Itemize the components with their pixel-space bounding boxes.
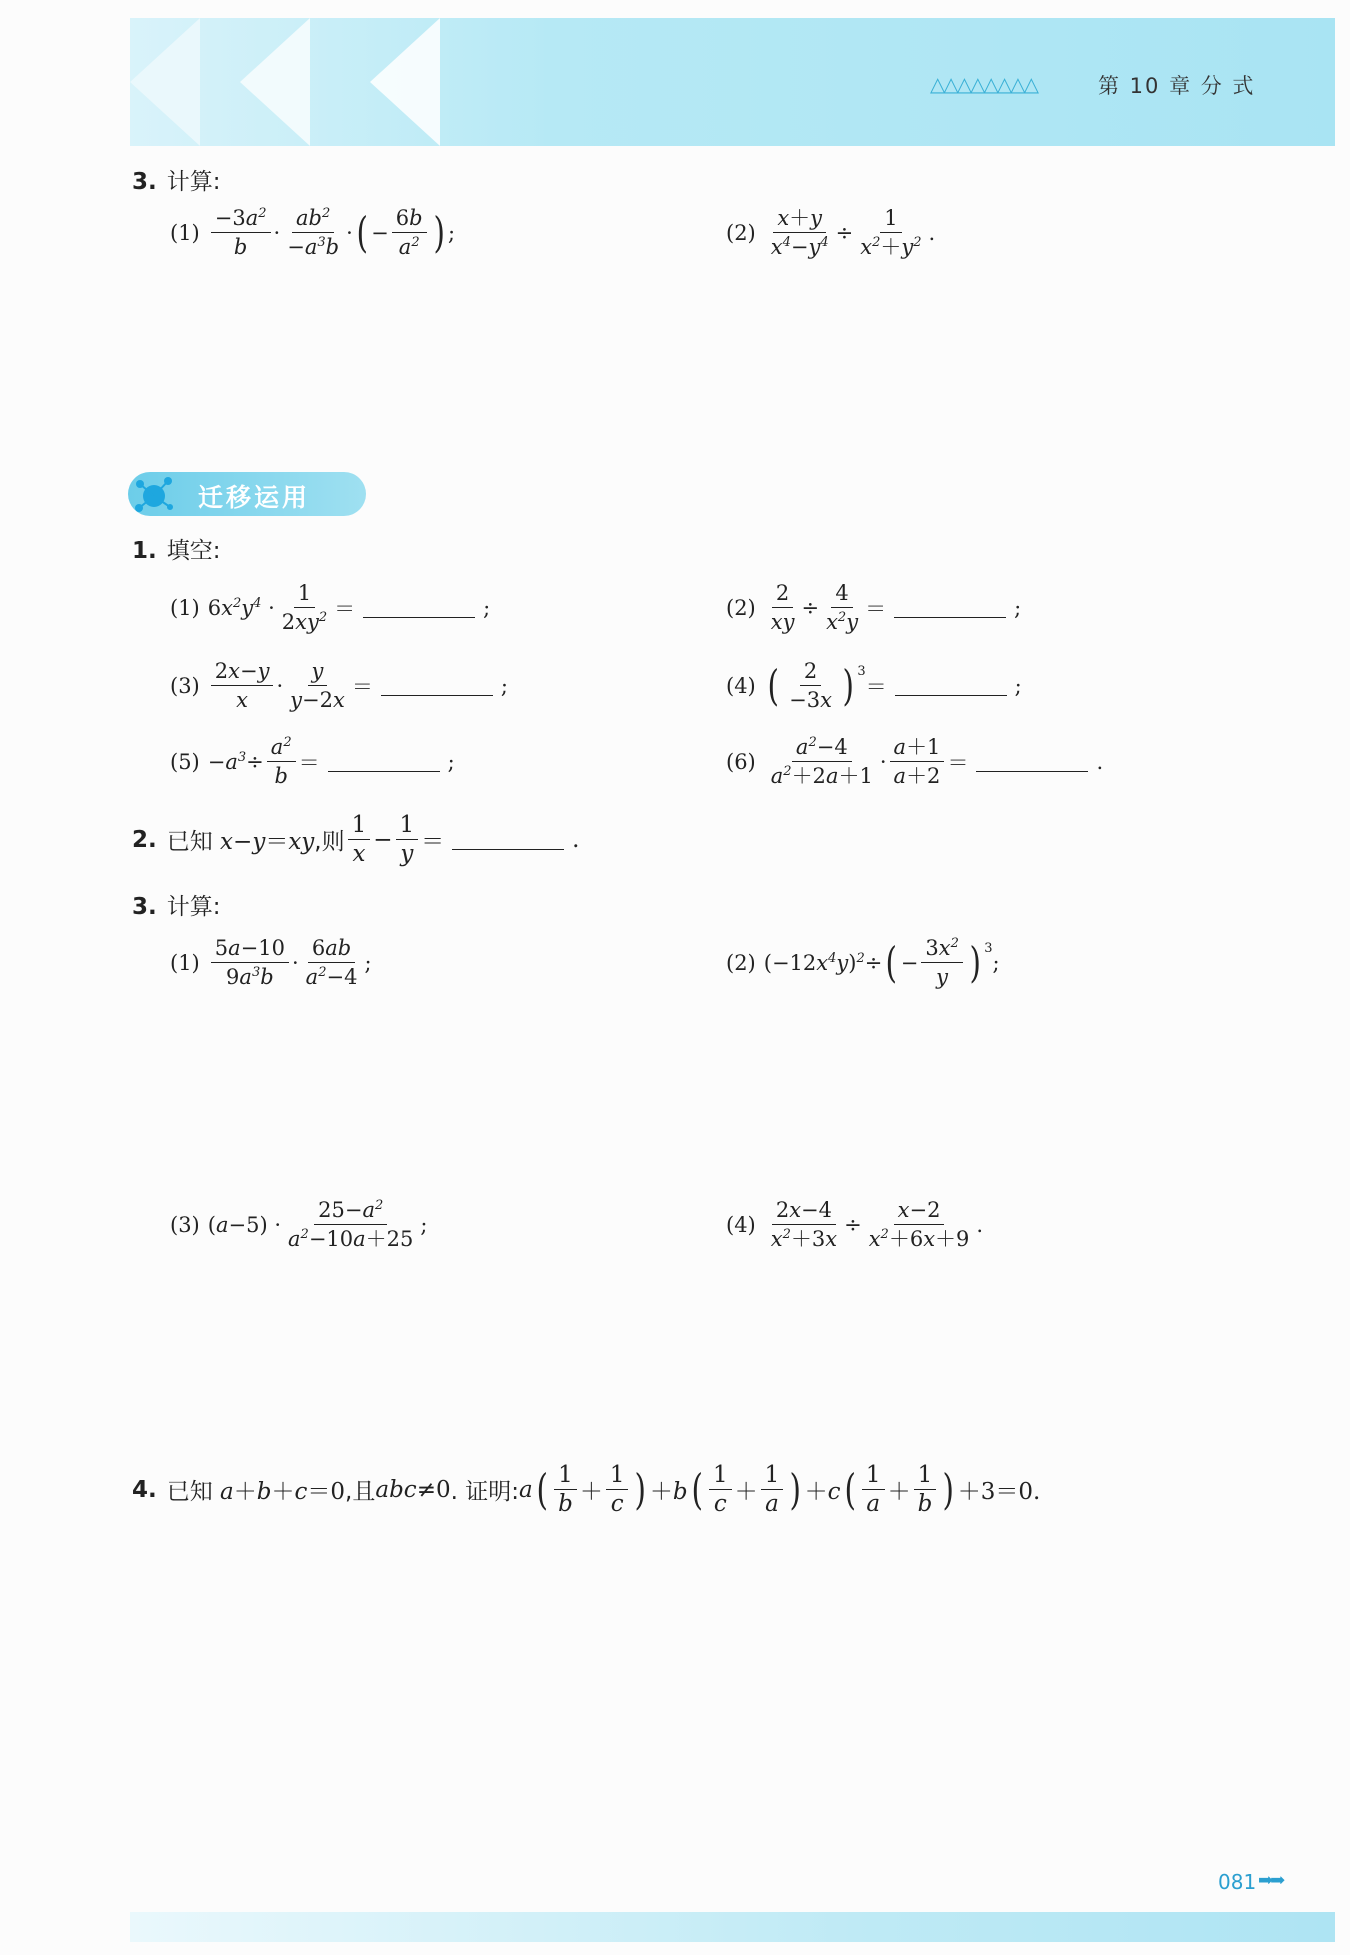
fraction: $\frac{2x-y}{x}$ <box>211 658 274 713</box>
item-index: (4) <box>726 1212 756 1237</box>
fraction: $\frac{1}{a}$ <box>761 1462 784 1517</box>
answer-blank[interactable] <box>363 597 475 618</box>
question-label: 已知 <box>166 1479 213 1505</box>
answer-blank[interactable] <box>976 751 1088 772</box>
calc-item-4: (4) $\frac{2x-4}{x^2+3x}$ ÷ $\frac{x-2}{x^2+6x+9}$ . <box>726 1198 984 1251</box>
fraction: $\frac{2}{-3x}$ <box>789 659 832 712</box>
item-index: (1) <box>170 220 200 245</box>
fraction: $\frac{1}{x^2+y^2}$ <box>860 206 922 259</box>
fill-item-3: (3) $\frac{2x-y}{x}$ · $\frac{y}{y-2x}$ ＝ ; <box>170 659 508 712</box>
top-item-1: (1) $\frac{-3a^2}{b}$ · $\frac{ab^2}{-a^3b}$ · ( − $\frac{6b}{a^2}$ ) ; <box>170 206 456 259</box>
question-text: ,则 <box>314 829 345 855</box>
top-question-3 <box>132 163 221 196</box>
answer-blank[interactable] <box>381 675 493 696</box>
arrow-icon: ➡➡ <box>1258 1870 1283 1891</box>
question-text: . 证明: <box>450 1479 519 1505</box>
question-1 <box>132 532 221 565</box>
question-text: ,且 <box>345 1479 376 1505</box>
fraction: $\frac{2}{xy}$ <box>770 581 795 634</box>
section-title: 迁移运用 <box>198 483 311 512</box>
fraction: $\frac{x+y}{x^4-y^4}$ <box>770 206 829 259</box>
question-text: . <box>572 826 580 853</box>
item-index: (1) <box>170 950 200 975</box>
item-index: (5) <box>170 749 200 774</box>
calc-item-1: (1) $\frac{5a-10}{9a^3b}$ · $\frac{6ab}{a^2-4}$ ; <box>170 936 372 989</box>
item-index: (2) <box>726 950 756 975</box>
fill-item-1: (1) $6x^2y^4$ · $\frac{1}{2xy^2}$ ＝ ; <box>170 581 491 634</box>
fraction: $\frac{1}{b}$ <box>914 1462 937 1517</box>
top-item-2: (2) $\frac{x+y}{x^4-y^4}$ ÷ $\frac{1}{x^2+y^2}$ . <box>726 206 936 259</box>
fraction: $\frac{6b}{a^2}$ <box>392 205 427 260</box>
chapter-title: 第 10 章 分 式 <box>1098 74 1256 98</box>
fraction: $\frac{1}{c}$ <box>709 1462 732 1517</box>
fill-item-6: (6) $\frac{a^2-4}{a^2+2a+1}$ · $\frac{a+1}{a+2}$ ＝ . <box>726 735 1104 788</box>
header-chevron <box>130 18 200 146</box>
question-2: 2. 已知 x−y＝xy ,则 $\frac{1}{x}$ − $\frac{1}{y}$ ＝ . <box>132 812 580 867</box>
item-index: (2) <box>726 595 756 620</box>
footer-band <box>130 1912 1335 1942</box>
fraction: $\frac{1}{b}$ <box>554 1462 577 1517</box>
header-chevron <box>370 18 440 146</box>
fill-item-4: (4) ( $\frac{2}{-3x}$ ) $^3$ ＝ ; <box>726 659 1022 712</box>
molecule-icon <box>134 474 176 516</box>
question-number: 1. <box>132 538 157 564</box>
fraction: $\frac{1}{a}$ <box>862 1462 885 1517</box>
item-index: (1) <box>170 595 200 620</box>
question-number: 2. <box>132 826 157 853</box>
question-3 <box>132 888 221 921</box>
fraction: $\frac{ab^2}{-a^3b}$ <box>287 206 340 259</box>
item-index: (2) <box>726 220 756 245</box>
fraction: $\frac{2x-4}{x^2+3x}$ <box>770 1198 838 1251</box>
fraction: $\frac{25-a^2}{a^2-10a+25}$ <box>288 1198 414 1251</box>
fraction: $\frac{1}{c}$ <box>606 1462 629 1517</box>
fraction: $\frac{x-2}{x^2+6x+9}$ <box>868 1198 970 1251</box>
fill-item-5: (5) $-a^3$ ÷ $\frac{a^2}{b}$ ＝ ; <box>170 735 455 788</box>
fraction: $\frac{5a-10}{9a^3b}$ <box>211 935 289 990</box>
fraction: $\frac{a^2}{b}$ <box>267 734 296 789</box>
calc-item-2: (2) $(-12x^4y)^2$ ÷ ( − $\frac{3x^2}{y}$ ) $^3$ ; <box>726 936 1000 989</box>
header-chevron <box>240 18 310 146</box>
fraction: $\frac{1}{x}$ <box>348 812 371 867</box>
answer-blank[interactable] <box>895 675 1007 696</box>
question-label: 已知 <box>166 829 213 855</box>
question-label: 填空: <box>166 538 221 564</box>
item-index: (4) <box>726 673 756 698</box>
fill-item-2: (2) $\frac{2}{xy}$ ÷ $\frac{4}{x^2y}$ ＝ ; <box>726 581 1022 634</box>
fraction: $\frac{6ab}{a^2-4}$ <box>305 936 358 989</box>
page-number: 081 <box>1218 1870 1257 1894</box>
fraction: $\frac{-3a^2}{b}$ <box>211 205 271 260</box>
question-4: 4. 已知 a＋b＋c＝0 ,且 abc≠0 . 证明: a ( $\frac{1}{b}$ ＋ $\frac{1}{c}$ ) ＋b ( $\frac{1}{c}$ ＋ $\frac{1}{a}$ ) ＋c ( $\frac{1}{a}$ ＋ $\frac{1}{b}$ ) ＋3＝0. <box>132 1462 1041 1517</box>
header-decoration: △△△△△△△△ <box>930 72 1038 96</box>
calc-item-3: (3) (a−5) · $\frac{25-a^2}{a^2-10a+25}$ ; <box>170 1198 428 1251</box>
answer-blank[interactable] <box>452 829 564 850</box>
fraction: $\frac{a^2-4}{a^2+2a+1}$ <box>770 735 873 788</box>
item-index: (3) <box>170 673 200 698</box>
fraction: $\frac{3x^2}{y}$ <box>921 935 963 990</box>
question-label: 计算: <box>166 894 221 920</box>
item-index: (6) <box>726 749 756 774</box>
item-index: (3) <box>170 1212 200 1237</box>
fraction: $\frac{y}{y-2x}$ <box>290 659 345 712</box>
fraction: $\frac{4}{x^2y}$ <box>826 581 859 634</box>
question-number: 3. <box>132 894 157 920</box>
fraction: $\frac{a+1}{a+2}$ <box>890 734 945 789</box>
answer-blank[interactable] <box>894 597 1006 618</box>
question-number: 4. <box>132 1476 157 1503</box>
answer-blank[interactable] <box>328 751 440 772</box>
fraction: $\frac{1}{2xy^2}$ <box>281 581 328 634</box>
question-label: 计算: <box>166 169 221 195</box>
question-number: 3. <box>132 169 157 195</box>
fraction: $\frac{1}{y}$ <box>396 812 419 867</box>
